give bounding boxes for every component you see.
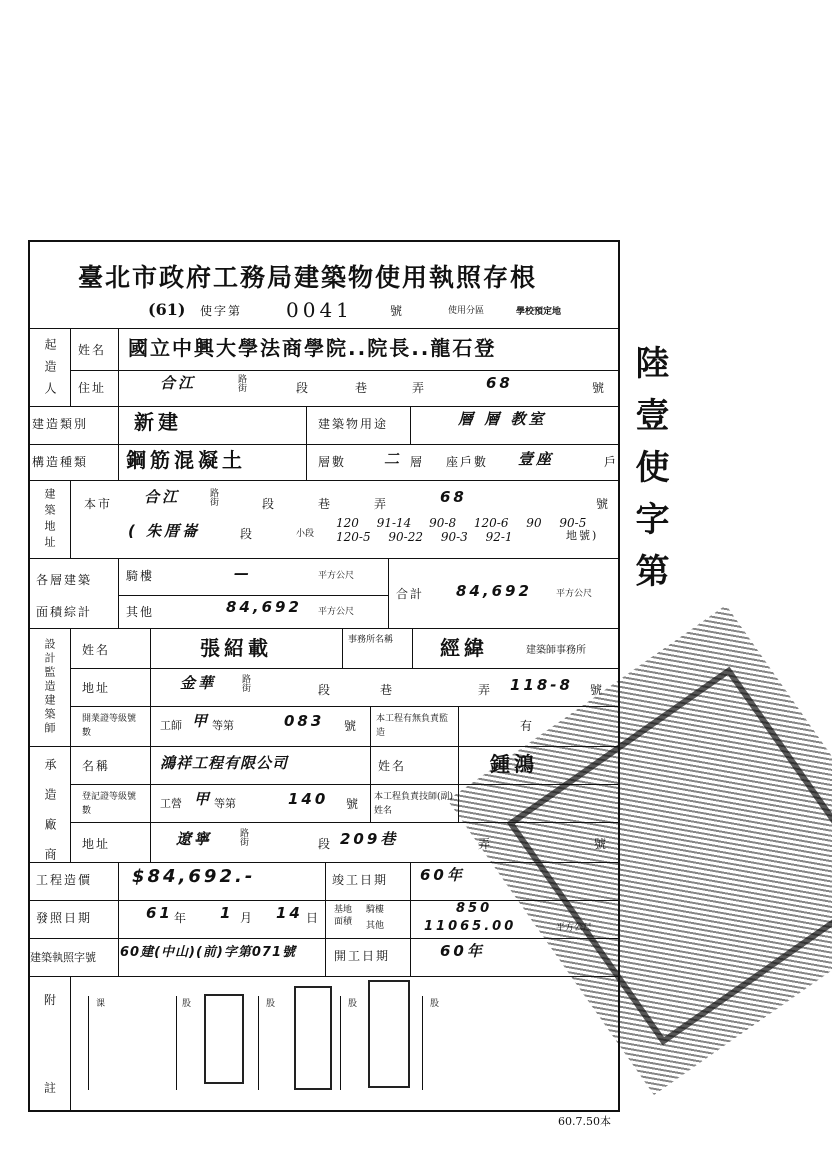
floors-label: 層數 — [318, 455, 347, 469]
architect-addr-label: 地址 — [82, 681, 111, 695]
rule — [306, 444, 307, 480]
builder-name-value: 國立中興大學法商學院..院長..龍石登 — [128, 336, 497, 360]
site-district: ( 朱厝崙 — [128, 522, 201, 540]
contractor-reg-grade-unit: 等第 — [214, 797, 236, 810]
rule — [28, 746, 620, 747]
contractor-name-label: 名稱 — [82, 759, 111, 773]
architect-cert-no: 083 — [284, 712, 325, 730]
contractor-reg-prefix: 工營 — [160, 797, 182, 810]
contractor-reg-label: 登記證等級號數 — [82, 792, 137, 816]
site-no-unit: 號 — [596, 497, 611, 511]
area-arcade-unit: 平方公尺 — [318, 571, 355, 581]
rule — [370, 746, 371, 822]
builder-addr-label: 住址 — [78, 381, 107, 395]
issue-year: 61 — [146, 904, 173, 922]
rule — [118, 862, 119, 976]
contractor-name-value: 鴻祥工程有限公司 — [160, 754, 289, 772]
contractor-engineer-label: 本工程負責技師(副)姓名 — [374, 792, 454, 816]
start-date-value: 60年 — [440, 942, 485, 960]
rule — [70, 784, 620, 785]
building-use-value: 層 層 教室 — [458, 410, 547, 428]
architect-office-suffix: 建築師事務所 — [526, 645, 586, 656]
cost-value: $84,692.- — [132, 866, 256, 887]
rule — [70, 480, 71, 558]
site-alley: 弄 — [374, 497, 389, 511]
rule — [118, 406, 119, 480]
builder-addr-alley: 弄 — [412, 381, 427, 395]
site-road-unit: 路街 — [210, 489, 220, 508]
contractor-addr-no-unit: 號 — [594, 837, 609, 851]
permit-no-value: 60建(中山)(前)字第071號 — [120, 945, 296, 960]
contractor-reg-no-unit: 號 — [346, 797, 361, 811]
cost-label: 工程造價 — [36, 873, 93, 887]
rule — [70, 328, 71, 406]
form-title: 臺北市政府工務局建築物使用執照存根 — [78, 263, 538, 292]
rule — [28, 938, 620, 939]
architect-responsible-value: 有 — [520, 719, 535, 733]
rule — [70, 976, 71, 1112]
architect-name-value: 張紹載 — [200, 636, 272, 660]
contractor-addr-lane: 209巷 — [340, 830, 399, 848]
start-date-label: 開工日期 — [334, 949, 391, 963]
site-parcel-label: 小段 — [296, 529, 315, 539]
architect-cert-grade: 甲 — [192, 712, 211, 730]
rule — [28, 558, 620, 559]
issue-date-label: 發照日期 — [36, 911, 93, 925]
rule — [28, 976, 620, 977]
right-margin-text: 陸壹使字第 — [629, 345, 669, 605]
rule — [70, 706, 620, 707]
contractor-addr-alley: 弄 — [478, 837, 493, 851]
rule — [28, 480, 620, 481]
rule — [70, 746, 71, 862]
builder-addr-no: 68 — [486, 374, 513, 392]
households-unit: 戶 — [604, 455, 619, 469]
rule — [176, 996, 177, 1090]
site-city: 本市 — [84, 497, 113, 511]
households-value: 壹座 — [518, 450, 555, 468]
architect-cert-prefix: 工師 — [160, 719, 182, 732]
area-group-label-1: 各層建築 — [36, 573, 93, 587]
architect-cert-grade-unit: 等第 — [212, 719, 234, 732]
builder-addr-road: 合江 — [160, 374, 197, 392]
site-parcel-suffix: 地號) — [566, 529, 599, 542]
remarks-label-bottom: 註 — [44, 1081, 59, 1095]
license-suffix: 號 — [390, 304, 405, 318]
issue-day: 14 — [276, 904, 303, 922]
rule — [306, 406, 307, 444]
site-area-other-label: 其他 — [366, 921, 385, 931]
area-other-value: 84,692 — [226, 598, 302, 616]
rule — [150, 628, 151, 746]
site-road: 合江 — [144, 488, 181, 506]
rule — [70, 370, 620, 371]
area-arcade-label: 騎樓 — [126, 569, 155, 583]
floors-unit: 層 — [410, 455, 425, 469]
rule — [370, 706, 371, 746]
architect-cert-label: 開業證等級號數 — [82, 714, 137, 738]
area-total-unit: 平方公尺 — [556, 589, 593, 599]
area-other-unit: 平方公尺 — [318, 607, 355, 617]
rule — [70, 668, 620, 669]
site-area-unit: 平方公尺 — [556, 923, 593, 933]
site-area-other-value: 11065.00 — [424, 919, 517, 934]
site-parcels: 120 91-14 90-8 120-6 90 90-5 120-5 90-22 90-3 92-1 — [336, 516, 587, 544]
rule — [458, 706, 459, 746]
rule — [342, 628, 343, 668]
license-number: 0041 — [286, 298, 353, 322]
architect-responsible-label: 本工程有無負責監造 — [376, 714, 449, 738]
zone-label: 使用分區 — [448, 306, 485, 316]
rule — [28, 900, 620, 901]
completion-value: 60年 — [420, 866, 465, 884]
contractor-person-label: 姓名 — [378, 759, 407, 773]
building-use-label: 建築物用途 — [318, 417, 389, 431]
architect-addr-road-unit: 路街 — [242, 675, 252, 694]
completion-label: 竣工日期 — [332, 873, 389, 887]
area-other-label: 其他 — [126, 605, 155, 619]
rule — [412, 628, 413, 668]
structure-label: 構造種類 — [32, 455, 89, 469]
building-class-value: 新建 — [134, 410, 182, 434]
rule — [118, 558, 119, 628]
approval-seal — [204, 994, 244, 1084]
area-total-label: 合計 — [396, 587, 425, 601]
architect-cert-no-unit: 號 — [344, 719, 359, 733]
rule — [258, 996, 259, 1090]
builder-addr-no-unit: 號 — [592, 381, 607, 395]
issue-year-unit: 年 — [174, 911, 189, 925]
zone-value: 學校預定地 — [516, 307, 562, 317]
architect-addr-road: 金華 — [180, 674, 217, 692]
contractor-addr-road: 遼寧 — [176, 830, 213, 848]
site-district-unit: 段 — [240, 527, 255, 541]
approval-seal — [368, 980, 410, 1088]
architect-group-label: 設計監造建築師 — [43, 638, 56, 736]
area-total-value: 84,692 — [456, 582, 532, 600]
architect-name-label: 姓名 — [82, 643, 111, 657]
architect-addr-no: 118-8 — [510, 676, 573, 694]
issue-day-unit: 日 — [306, 911, 321, 925]
architect-office-label: 事務所名稱 — [348, 635, 394, 645]
rule — [388, 558, 389, 628]
rule — [88, 996, 89, 1090]
issue-month-unit: 月 — [240, 911, 255, 925]
remarks-col-label: 课 — [96, 999, 106, 1009]
rule — [458, 746, 459, 822]
rule — [28, 406, 620, 407]
area-arcade-value: — — [234, 564, 252, 582]
remarks-col-label: 股 — [430, 999, 440, 1009]
builder-group-label: 起造人 — [43, 338, 57, 404]
site-lane: 巷 — [318, 497, 333, 511]
contractor-reg-grade: 甲 — [194, 790, 213, 808]
architect-addr-no-unit: 號 — [590, 683, 605, 697]
remarks-label-top: 附 — [44, 993, 59, 1007]
site-area-arcade-label: 騎樓 — [366, 905, 385, 915]
rule — [28, 328, 620, 329]
contractor-person-value: 鍾鴻 — [490, 752, 538, 776]
remarks-col-label: 股 — [348, 999, 358, 1009]
architect-addr-section: 段 — [318, 683, 333, 697]
builder-addr-road-unit: 路街 — [238, 375, 248, 394]
contractor-reg-no: 140 — [288, 790, 329, 808]
remarks-col-label: 股 — [182, 999, 192, 1009]
contractor-addr-road-unit: 路街 — [240, 829, 250, 848]
structure-value: 鋼筋混凝土 — [126, 448, 246, 472]
permit-no-label: 建築執照字號 — [30, 951, 96, 964]
builder-addr-section: 段 — [296, 381, 311, 395]
contractor-group-label: 承造廠商 — [43, 758, 57, 878]
architect-addr-alley: 弄 — [478, 683, 493, 697]
rule — [410, 406, 411, 444]
site-section: 段 — [262, 497, 277, 511]
issue-month: 1 — [220, 904, 234, 922]
rule — [70, 822, 620, 823]
site-no: 68 — [440, 488, 467, 506]
building-class-label: 建造類別 — [32, 417, 89, 431]
builder-addr-lane: 巷 — [355, 381, 370, 395]
site-area-arcade-value: 850 — [456, 901, 493, 916]
contractor-addr-section: 段 — [318, 837, 333, 851]
license-prefix: 使字第 — [200, 304, 243, 318]
households-label: 座戶數 — [446, 455, 489, 469]
rule — [118, 328, 119, 406]
rule — [28, 628, 620, 629]
license-year: (61) — [148, 300, 186, 319]
rule — [28, 862, 620, 863]
architect-addr-lane: 巷 — [380, 683, 395, 697]
site-area-label: 基地面積 — [334, 905, 353, 927]
area-group-label-2: 面積綜計 — [36, 605, 93, 619]
remarks-col-label: 股 — [266, 999, 276, 1009]
rule — [410, 862, 411, 976]
site-group-label: 建築地址 — [43, 488, 56, 552]
rule — [422, 996, 423, 1090]
contractor-addr-label: 地址 — [82, 837, 111, 851]
builder-name-label: 姓名 — [78, 343, 107, 357]
approval-seal — [294, 986, 332, 1090]
rule — [28, 444, 620, 445]
rule — [340, 996, 341, 1090]
form-footer: 60.7.50本 — [558, 1115, 611, 1128]
architect-office-value: 經緯 — [440, 636, 488, 660]
rule — [118, 595, 388, 596]
floors-value: 二 — [384, 450, 403, 468]
rule — [325, 862, 326, 976]
rule — [70, 628, 71, 746]
rule — [150, 746, 151, 862]
